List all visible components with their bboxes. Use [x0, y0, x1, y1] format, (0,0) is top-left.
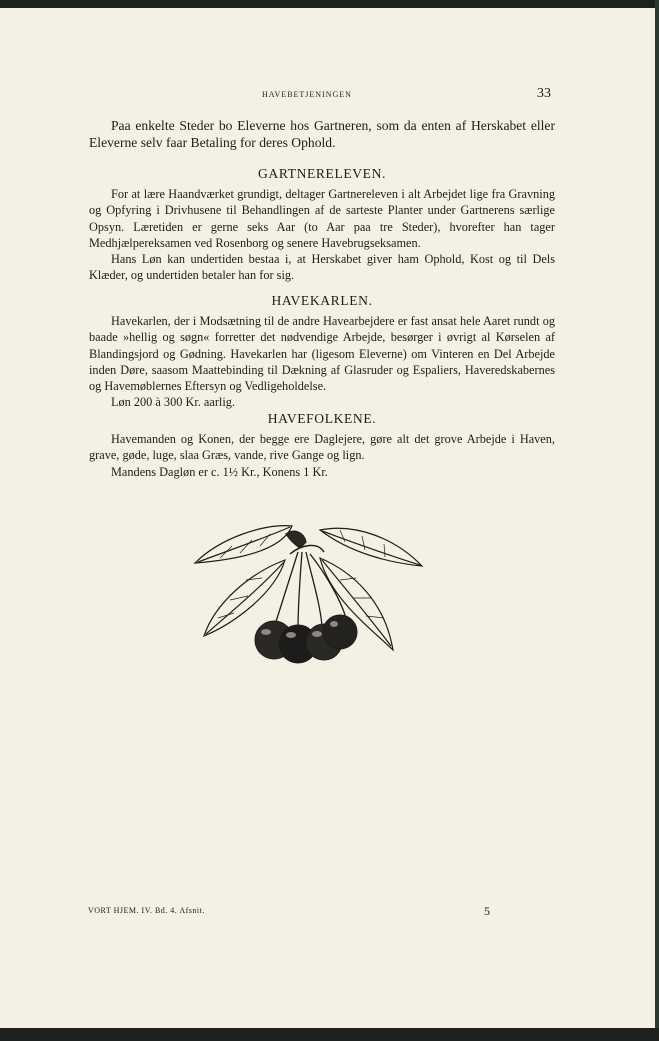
footer-source: VORT HJEM. IV. Bd. 4. Afsnit.	[88, 906, 205, 915]
section-paragraph: Havemanden og Konen, der begge ere Daglejere, gøre alt det grove Arbejde i Haven, grave, gøde, luge, slaa Græs, vande, rive Gange og lign.	[89, 432, 555, 463]
page-edge-bottom	[0, 1028, 659, 1041]
section-havefolkene	[89, 411, 555, 480]
section-havekarlen	[89, 293, 555, 410]
section-paragraph: Havekarlen, der i Modsætning til de andre Havearbejdere er fast ansat hele Aaret rundt og baade »hellig og søgn« forretter det nødvendige Arbejde, besørger i øvrigt al Kørselen af Blandingsjord og Gødning. Havekarlen har (ligesom Eleverne) om Vinteren en Del Arbejde inden Døre, saasom Maattebinding til Dækning af Glasruder og Espaliers, Haveredskabernes og Havemøblernes Eftersyn og Vedligeholdelse.	[89, 314, 555, 394]
page-header	[0, 86, 659, 106]
section-gartnereleven	[89, 166, 555, 283]
cherry	[323, 615, 357, 649]
intro-paragraph	[89, 117, 555, 151]
page-edge-right	[655, 0, 659, 1041]
signature-number: 5	[484, 904, 490, 918]
cherries	[255, 615, 357, 663]
cherry-illustration	[190, 518, 435, 668]
section-paragraph: Løn 200 à 300 Kr. aarlig.	[111, 395, 235, 410]
page-number: 33	[537, 86, 551, 101]
section-heading: HAVEKARLEN.	[271, 293, 373, 308]
section-paragraph: Mandens Dagløn er c. 1½ Kr., Konens 1 Kr.	[111, 464, 328, 479]
section-heading: GARTNERELEVEN.	[257, 166, 387, 181]
page-edge-top	[0, 0, 659, 8]
intro-text: Paa enkelte Steder bo Eleverne hos Gartneren, som da enten af Herskabet eller Eleverne selv faar Betaling for deres Ophold.	[89, 118, 555, 150]
section-paragraph: For at lære Haandværket grundigt, deltager Gartnereleven i alt Arbejdet lige fra Gravning og Opfyring i Drivhusene til Behandlingen af de sarteste Planter under Gartnerens særlige Opsyn. Læretiden er gerne seks Aar (to Aar paa tre Steder), hvorefter han tager Medhjælpereksamen ved Rosenborg og senere Havebrugseksamen.	[89, 187, 555, 250]
section-heading: HAVEFOLKENE.	[267, 411, 377, 426]
section-paragraph: Hans Løn kan undertiden bestaa i, at Herskabet giver ham Ophold, Kost og til Dels Klæder, og undertiden betaler han for sig.	[89, 252, 555, 283]
running-head: HAVEBETJENINGEN	[262, 90, 352, 99]
twig	[286, 531, 306, 548]
